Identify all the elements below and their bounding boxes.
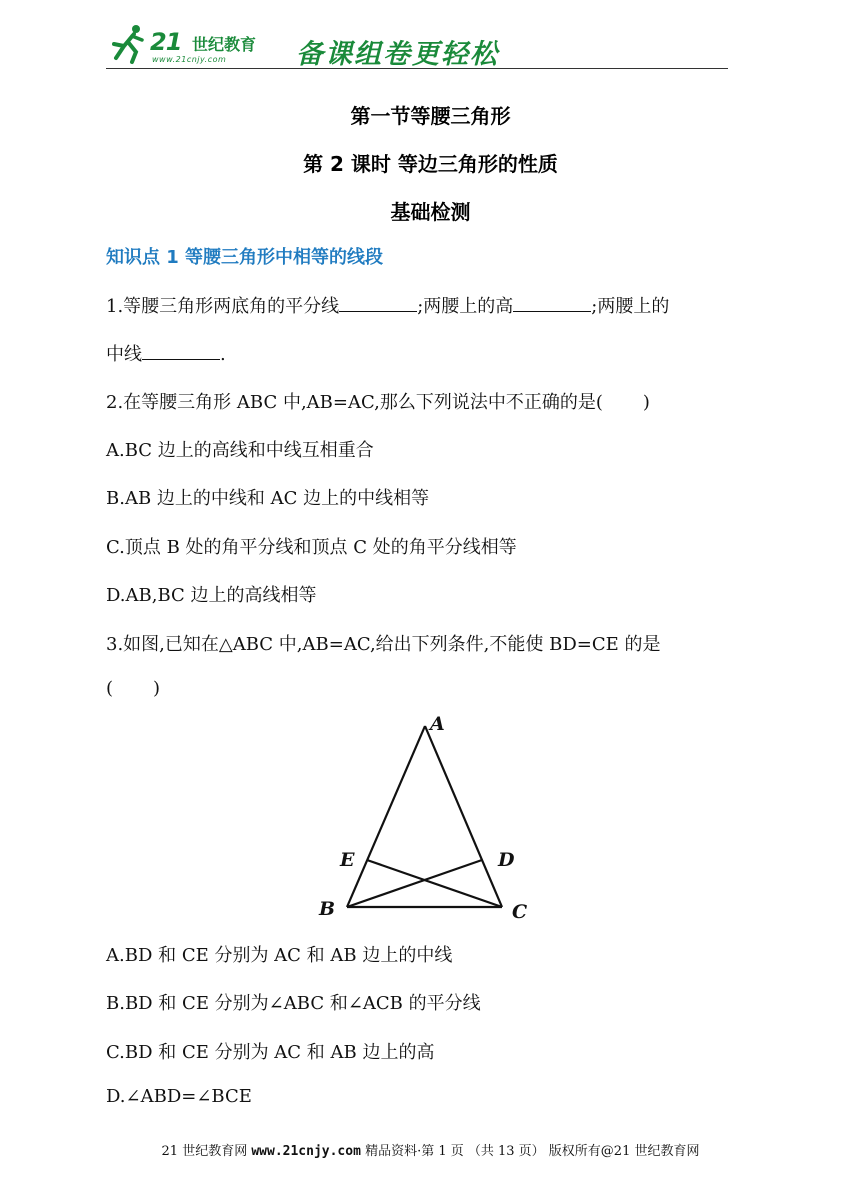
triangle-figure — [310, 712, 540, 932]
q1-blank-3 — [142, 343, 220, 360]
q2-option-d: D.AB,BC 边上的高线相等 — [106, 585, 317, 606]
header-divider — [106, 68, 728, 69]
q3-option-a: A.BD 和 CE 分别为 AC 和 AB 边上的中线 — [106, 945, 453, 966]
q1-blank-1 — [339, 295, 417, 312]
header-slogan: 备课组卷更轻松 — [296, 39, 499, 70]
label-a: A — [430, 713, 445, 735]
logo-number: 21 — [150, 28, 182, 56]
q3-open-paren: ( — [106, 678, 114, 699]
label-b: B — [319, 898, 336, 920]
q2-option-c: C.顶点 B 处的角平分线和顶点 C 处的角平分线相等 — [106, 537, 517, 558]
q3-option-b: B.BD 和 CE 分别为∠ABC 和∠ACB 的平分线 — [106, 993, 481, 1014]
segment-ce — [367, 860, 502, 907]
q1-text-a: 1.等腰三角形两底角的平分线 — [106, 296, 340, 317]
footer-rest: 精品资料·第 1 页 （共 13 页） 版权所有@21 世纪教育网 — [365, 1144, 700, 1159]
q2-stem-text: 2.在等腰三角形 ABC 中,AB=AC,那么下列说法中不正确的是( — [106, 392, 603, 413]
label-e: E — [340, 849, 355, 871]
knowledge-point-heading: 知识点 1 等腰三角形中相等的线段 — [106, 247, 384, 268]
lesson-title: 第 2 课时 等边三角形的性质 — [303, 152, 558, 176]
label-c: C — [512, 901, 528, 923]
footer-site: 21 世纪教育网 — [161, 1144, 248, 1159]
logo-url: www.21cnjy.com — [152, 55, 227, 64]
question-2-stem — [106, 388, 650, 414]
q1-text-e: . — [220, 344, 226, 365]
part-title: 基础检测 — [390, 200, 471, 224]
page-footer — [0, 1140, 861, 1159]
q1-text-b: ;两腰上的高 — [417, 296, 514, 317]
question-3-stem: 3.如图,已知在△ABC 中,AB=AC,给出下列条件,不能使 BD=CE 的是 — [106, 634, 661, 655]
q1-text-d: 中线 — [106, 344, 142, 365]
q3-option-d: D.∠ABD=∠BCE — [106, 1086, 252, 1107]
page-header — [106, 22, 728, 70]
q3-option-c: C.BD 和 CE 分别为 AC 和 AB 边上的高 — [106, 1042, 435, 1063]
segment-ab — [347, 726, 425, 907]
question-1-line-1 — [106, 292, 669, 318]
q1-text-c: ;两腰上的 — [591, 296, 670, 317]
q2-option-a: A.BC 边上的高线和中线互相重合 — [106, 440, 374, 461]
question-3-paren — [106, 678, 160, 699]
segment-bd — [347, 860, 482, 907]
q1-blank-2 — [513, 295, 591, 312]
q2-option-b: B.AB 边上的中线和 AC 边上的中线相等 — [106, 488, 430, 509]
runner-logo-icon — [106, 22, 150, 66]
label-d: D — [498, 849, 515, 871]
footer-url[interactable]: www.21cnjy.com — [251, 1144, 361, 1159]
question-1-line-2 — [106, 340, 226, 366]
segment-ac — [425, 726, 502, 907]
logo-name: 世纪教育 — [192, 35, 257, 54]
section-title: 第一节等腰三角形 — [350, 104, 511, 128]
q2-close-paren: ) — [642, 392, 650, 413]
q3-close-paren: ) — [153, 678, 161, 699]
